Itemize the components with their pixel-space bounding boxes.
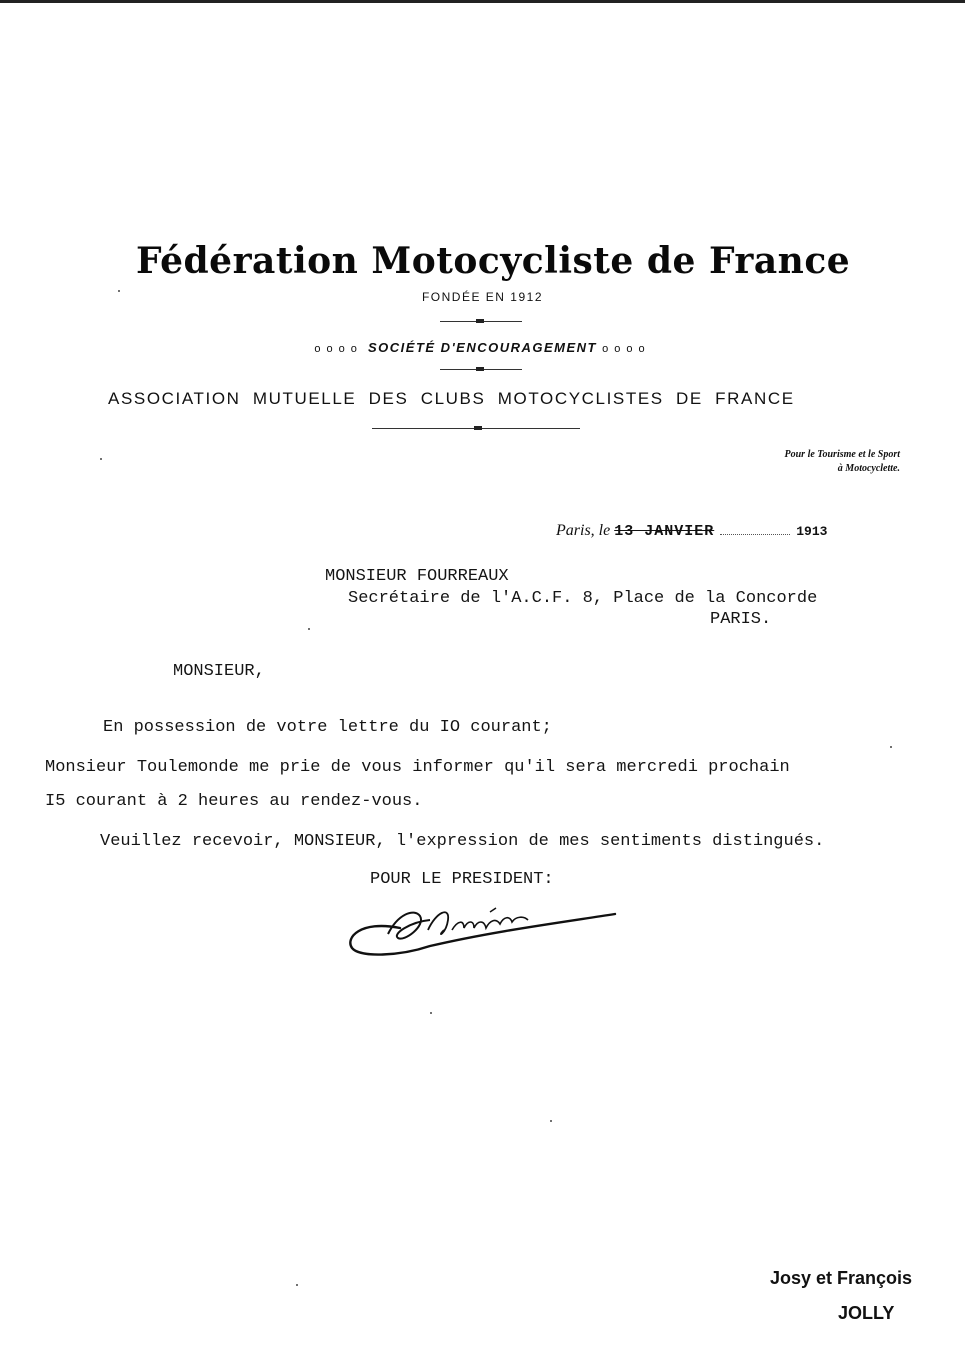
photo-credit — [770, 1268, 955, 1324]
ornament-dots-right: oooo — [602, 343, 651, 355]
letterhead-founded: FONDÉE EN 1912 — [421, 290, 544, 304]
scan-speck — [550, 1120, 552, 1122]
dateline-fill — [720, 534, 790, 535]
dateline-place: Paris, le — [556, 522, 611, 539]
scan-speck — [430, 1012, 432, 1014]
credit-line-2: JOLLY — [838, 1303, 895, 1323]
recipient-name: MONSIEUR FOURREAUX — [325, 567, 509, 586]
signoff: POUR LE PRESIDENT: — [370, 870, 554, 889]
dateline-date: 13 JANVIER — [614, 523, 715, 540]
scan-speck — [118, 290, 120, 292]
ornament-dot-3 — [474, 426, 482, 430]
salutation: MONSIEUR, — [173, 662, 265, 681]
scan-top-edge — [0, 0, 965, 3]
recipient-address: Secrétaire de l'A.C.F. 8, Place de la Concorde — [348, 589, 818, 608]
body-line-2: Monsieur Toulemonde me prie de vous informer qu'il sera mercredi prochain — [45, 758, 790, 777]
credit-line-1: Josy et François — [770, 1268, 913, 1288]
letterhead-motto — [700, 448, 900, 476]
letterhead-association: ASSOCIATION MUTUELLE DES CLUBS MOTOCYCLISTES DE FRANCE — [108, 389, 795, 408]
dateline-year: 1913 — [796, 524, 828, 539]
society-text: SOCIÉTÉ D'ENCOURAGEMENT — [368, 340, 597, 355]
ornament-dots-left: oooo — [314, 343, 363, 355]
ornament-dot-1 — [476, 319, 484, 323]
scan-speck — [308, 628, 310, 630]
motto-line-2: à Motocyclette. — [837, 463, 900, 474]
dateline — [556, 522, 827, 540]
body-line-1: En possession de votre lettre du IO courant; — [103, 718, 552, 737]
ornament-dot-2 — [476, 367, 484, 371]
scan-speck — [100, 458, 102, 460]
scan-speck — [890, 746, 892, 748]
handwritten-signature — [340, 890, 625, 970]
scan-speck — [296, 1284, 298, 1286]
motto-line-1: Pour le Tourisme et le Sport — [784, 449, 900, 460]
letterhead-society — [0, 340, 965, 355]
body-line-3: I5 courant à 2 heures au rendez-vous. — [45, 792, 423, 811]
recipient-city: PARIS. — [710, 610, 772, 629]
letterhead-title: Fédération Motocycliste de France — [136, 240, 851, 282]
body-line-4: Veuillez recevoir, MONSIEUR, l'expression de mes sentiments distingués. — [100, 832, 825, 851]
